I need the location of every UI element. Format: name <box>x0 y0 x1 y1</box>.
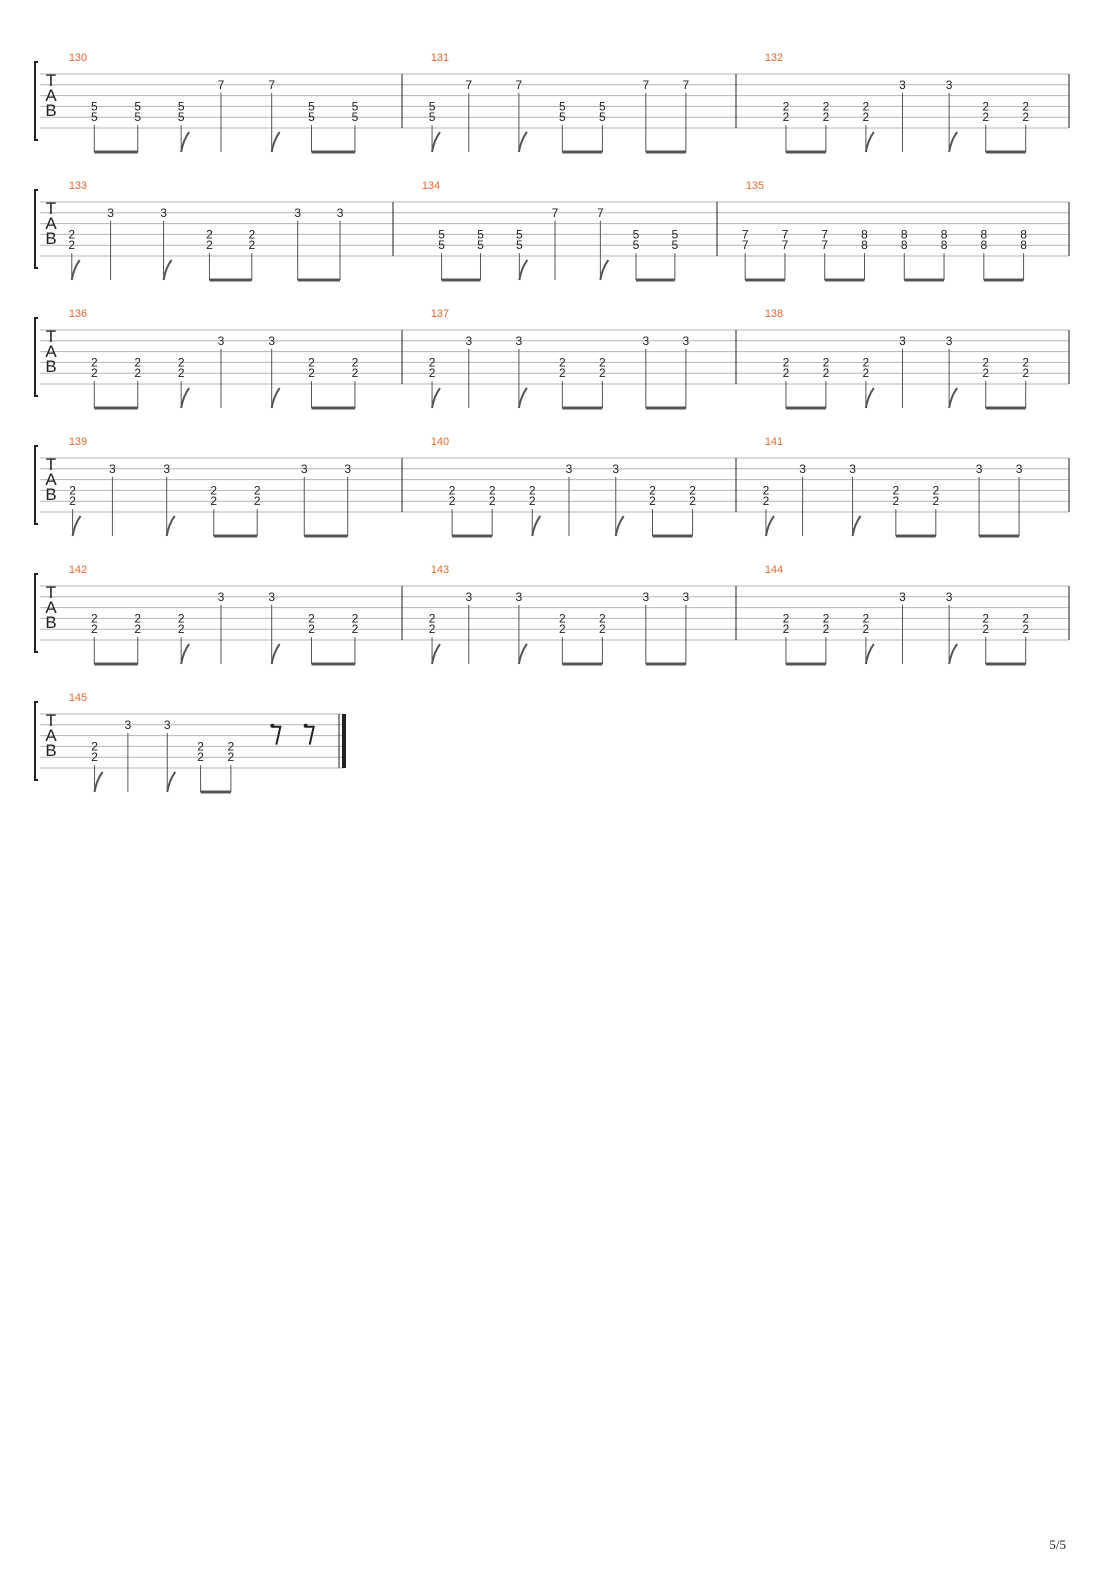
measure-number: 132 <box>764 52 784 64</box>
fret-number: 5 <box>308 99 315 114</box>
fret-number: 8 <box>861 238 868 253</box>
fret-number: 2 <box>822 611 830 626</box>
measure-number: 133 <box>68 180 88 192</box>
eighth-flag <box>432 132 440 152</box>
fret-number: 2 <box>782 355 790 370</box>
fret-number: 3 <box>109 461 116 476</box>
system-bracket <box>35 318 38 396</box>
measure-number: 139 <box>68 436 88 448</box>
fret-number: 2 <box>862 366 870 381</box>
page-number: 5/5 <box>1049 1537 1066 1552</box>
fret-number: 2 <box>351 611 359 626</box>
fret-number: 3 <box>612 461 620 476</box>
tab-clef-letter: A <box>45 342 57 361</box>
fret-number: 2 <box>782 611 790 626</box>
fret-number: 5 <box>632 238 640 253</box>
fret-number: 3 <box>1015 461 1023 476</box>
fret-number: 2 <box>448 494 456 509</box>
fret-number: 3 <box>642 589 650 604</box>
fret-number: 5 <box>671 238 679 253</box>
fret-number: 3 <box>300 461 308 476</box>
fret-number: 3 <box>163 717 171 732</box>
fret-number: 2 <box>253 483 261 498</box>
fret-number: 3 <box>799 461 806 476</box>
fret-number: 3 <box>465 589 473 604</box>
eighth-flag <box>766 516 774 536</box>
fret-number: 3 <box>217 333 225 348</box>
fret-number: 3 <box>344 461 352 476</box>
fret-number: 2 <box>822 622 830 637</box>
fret-number: 7 <box>642 77 650 92</box>
fret-number: 5 <box>134 99 142 114</box>
fret-number: 5 <box>90 110 98 125</box>
fret-number: 2 <box>308 366 315 381</box>
fret-number: 2 <box>308 622 315 637</box>
system-bracket <box>35 446 38 524</box>
fret-number: 5 <box>558 110 566 125</box>
fret-number: 2 <box>351 366 359 381</box>
fret-number: 2 <box>90 355 98 370</box>
fret-number: 2 <box>862 99 870 114</box>
fret-number: 5 <box>477 227 484 242</box>
fret-number: 3 <box>899 333 906 348</box>
fret-number: 2 <box>782 622 790 637</box>
fret-number: 2 <box>822 110 830 125</box>
fret-number: 2 <box>599 622 606 637</box>
fret-number: 3 <box>899 589 906 604</box>
measure-number: 131 <box>430 52 450 64</box>
measure-number: 135 <box>745 180 765 192</box>
eighth-flag <box>181 388 189 408</box>
fret-number: 2 <box>248 238 256 253</box>
fret-number: 2 <box>892 494 900 509</box>
fret-number: 2 <box>528 494 536 509</box>
fret-number: 2 <box>862 110 870 125</box>
fret-number: 2 <box>982 611 990 626</box>
system-bracket <box>35 190 38 268</box>
fret-number: 3 <box>107 205 114 220</box>
fret-number: 8 <box>900 227 908 242</box>
fret-number: 5 <box>632 227 640 242</box>
fret-number: 3 <box>849 461 856 476</box>
fret-number: 2 <box>308 355 315 370</box>
fret-number: 2 <box>91 739 98 754</box>
fret-number: 2 <box>134 611 142 626</box>
fret-number: 2 <box>1022 611 1030 626</box>
fret-number: 7 <box>515 77 523 92</box>
fret-number: 2 <box>649 483 656 498</box>
eighth-flag <box>519 132 527 152</box>
measure-number: 130 <box>68 52 88 64</box>
fret-number: 2 <box>599 366 606 381</box>
eighth-flag <box>519 260 527 280</box>
fret-number: 2 <box>982 366 990 381</box>
fret-number: 2 <box>68 227 76 242</box>
final-barline-thick <box>342 714 346 768</box>
fret-number: 2 <box>308 611 315 626</box>
fret-number: 7 <box>821 238 829 253</box>
eighth-flag <box>866 644 874 664</box>
tab-clef-letter: A <box>45 86 57 105</box>
tab-clef-letter: A <box>45 726 57 745</box>
fret-number: 5 <box>438 238 445 253</box>
fret-number: 2 <box>862 622 870 637</box>
eighth-rest-dot <box>270 724 274 728</box>
eighth-flag <box>272 644 280 664</box>
fret-number: 5 <box>177 99 185 114</box>
measure-number: 144 <box>764 564 784 576</box>
fret-number: 2 <box>822 366 830 381</box>
tab-clef-letter: B <box>45 229 57 248</box>
fret-number: 2 <box>68 238 76 253</box>
fret-number: 2 <box>782 99 790 114</box>
tab-clef-letter: T <box>45 199 57 218</box>
fret-number: 2 <box>488 483 496 498</box>
fret-number: 2 <box>90 611 98 626</box>
fret-number: 2 <box>982 99 990 114</box>
fret-number: 8 <box>980 227 988 242</box>
fret-number: 7 <box>821 227 829 242</box>
fret-number: 3 <box>515 589 523 604</box>
fret-number: 3 <box>682 589 690 604</box>
tab-clef-letter: A <box>45 598 57 617</box>
fret-number: 5 <box>177 110 185 125</box>
fret-number: 2 <box>351 355 359 370</box>
fret-number: 5 <box>90 99 98 114</box>
eighth-flag <box>949 388 957 408</box>
fret-number: 2 <box>69 483 76 498</box>
fret-number: 7 <box>551 205 559 220</box>
eighth-flag <box>866 388 874 408</box>
fret-number: 8 <box>940 238 948 253</box>
fret-number: 5 <box>516 227 523 242</box>
fret-number: 5 <box>516 238 523 253</box>
measure-number: 142 <box>68 564 88 576</box>
measure-number: 143 <box>430 564 450 576</box>
fret-number: 2 <box>782 366 790 381</box>
fret-number: 5 <box>428 99 436 114</box>
fret-number: 5 <box>351 110 359 125</box>
fret-number: 7 <box>465 77 473 92</box>
eighth-flag <box>432 644 440 664</box>
fret-number: 5 <box>671 227 679 242</box>
fret-number: 2 <box>428 355 436 370</box>
measure-number: 141 <box>764 436 784 448</box>
tab-clef-letter: B <box>45 485 57 504</box>
eighth-rest-dot <box>304 724 308 728</box>
fret-number: 5 <box>351 99 359 114</box>
fret-number: 7 <box>682 77 690 92</box>
tab-clef-letter: A <box>45 214 57 233</box>
measure-number: 138 <box>764 308 784 320</box>
eighth-flag <box>95 772 103 792</box>
eighth-flag <box>272 132 280 152</box>
fret-number: 3 <box>163 461 171 476</box>
fret-number: 2 <box>558 366 566 381</box>
fret-number: 7 <box>268 77 276 92</box>
fret-number: 3 <box>268 333 276 348</box>
fret-number: 2 <box>892 483 900 498</box>
fret-number: 5 <box>599 110 606 125</box>
fret-number: 2 <box>599 355 606 370</box>
fret-number: 2 <box>227 739 235 754</box>
fret-number: 2 <box>649 494 656 509</box>
fret-number: 8 <box>980 238 988 253</box>
fret-number: 2 <box>762 483 770 498</box>
fret-number: 3 <box>642 333 650 348</box>
fret-number: 2 <box>210 483 218 498</box>
tab-clef-letter: B <box>45 101 57 120</box>
fret-number: 2 <box>558 611 566 626</box>
fret-number: 3 <box>565 461 573 476</box>
fret-number: 3 <box>682 333 690 348</box>
fret-number: 2 <box>982 622 990 637</box>
fret-number: 3 <box>515 333 523 348</box>
measure-number: 136 <box>68 308 88 320</box>
fret-number: 8 <box>1020 238 1027 253</box>
fret-number: 2 <box>862 611 870 626</box>
eighth-flag <box>72 260 80 280</box>
system-bracket <box>35 702 38 780</box>
fret-number: 3 <box>268 589 276 604</box>
fret-number: 8 <box>900 238 908 253</box>
eighth-flag <box>181 132 189 152</box>
fret-number: 2 <box>782 110 790 125</box>
fret-number: 2 <box>558 355 566 370</box>
fret-number: 2 <box>90 366 98 381</box>
fret-number: 2 <box>197 739 204 754</box>
fret-number: 2 <box>822 355 830 370</box>
fret-number: 5 <box>428 110 436 125</box>
fret-number: 2 <box>210 494 218 509</box>
fret-number: 2 <box>932 483 940 498</box>
fret-number: 3 <box>336 205 344 220</box>
fret-number: 2 <box>206 238 213 253</box>
eighth-flag <box>519 644 527 664</box>
fret-number: 2 <box>428 366 436 381</box>
fret-number: 2 <box>448 483 456 498</box>
fret-number: 2 <box>351 622 359 637</box>
fret-number: 2 <box>91 750 98 765</box>
fret-number: 2 <box>90 622 98 637</box>
tab-clef-letter: B <box>45 741 57 760</box>
fret-number: 3 <box>124 717 132 732</box>
fret-number: 3 <box>899 77 906 92</box>
fret-number: 7 <box>781 227 789 242</box>
fret-number: 2 <box>558 622 566 637</box>
fret-number: 8 <box>940 227 948 242</box>
tab-clef-letter: T <box>45 71 57 90</box>
fret-number: 2 <box>762 494 770 509</box>
fret-number: 2 <box>689 483 696 498</box>
eighth-flag <box>600 260 608 280</box>
eighth-flag <box>164 260 172 280</box>
fret-number: 7 <box>741 227 749 242</box>
fret-number: 5 <box>438 227 445 242</box>
fret-number: 2 <box>599 611 606 626</box>
fret-number: 3 <box>294 205 302 220</box>
fret-number: 2 <box>1022 622 1030 637</box>
fret-number: 2 <box>488 494 496 509</box>
measure-number: 134 <box>421 180 441 192</box>
eighth-flag <box>272 388 280 408</box>
measure-number: 137 <box>430 308 450 320</box>
fret-number: 2 <box>134 355 142 370</box>
fret-number: 2 <box>1022 99 1030 114</box>
fret-number: 2 <box>177 355 185 370</box>
eighth-flag <box>167 516 175 536</box>
eighth-flag <box>181 644 189 664</box>
fret-number: 3 <box>217 589 225 604</box>
fret-number: 3 <box>465 333 473 348</box>
fret-number: 2 <box>253 494 261 509</box>
fret-number: 2 <box>197 750 204 765</box>
system-bracket <box>35 62 38 140</box>
fret-number: 5 <box>558 99 566 114</box>
fret-number: 5 <box>308 110 315 125</box>
eighth-flag <box>73 516 81 536</box>
fret-number: 8 <box>861 227 868 242</box>
tab-clef-letter: B <box>45 357 57 376</box>
fret-number: 2 <box>177 622 185 637</box>
fret-number: 2 <box>134 366 142 381</box>
tab-clef-letter: B <box>45 613 57 632</box>
eighth-flag <box>853 516 861 536</box>
fret-number: 5 <box>599 99 606 114</box>
fret-number: 2 <box>248 227 256 242</box>
tab-clef-letter: T <box>45 711 57 730</box>
fret-number: 3 <box>945 333 953 348</box>
system-bracket <box>35 574 38 652</box>
fret-number: 2 <box>689 494 696 509</box>
fret-number: 2 <box>982 110 990 125</box>
fret-number: 2 <box>862 355 870 370</box>
fret-number: 2 <box>428 622 436 637</box>
fret-number: 7 <box>781 238 789 253</box>
eighth-flag <box>616 516 624 536</box>
tab-clef-letter: T <box>45 455 57 474</box>
fret-number: 2 <box>1022 110 1030 125</box>
fret-number: 3 <box>945 589 953 604</box>
fret-number: 7 <box>217 77 225 92</box>
fret-number: 2 <box>822 99 830 114</box>
eighth-flag <box>866 132 874 152</box>
fret-number: 2 <box>134 622 142 637</box>
fret-number: 3 <box>975 461 983 476</box>
fret-number: 2 <box>932 494 940 509</box>
fret-number: 5 <box>134 110 142 125</box>
fret-number: 2 <box>1022 366 1030 381</box>
fret-number: 2 <box>982 355 990 370</box>
fret-number: 5 <box>477 238 484 253</box>
eighth-flag <box>432 388 440 408</box>
fret-number: 2 <box>428 611 436 626</box>
fret-number: 2 <box>177 366 185 381</box>
measure-number: 145 <box>68 692 88 704</box>
fret-number: 2 <box>206 227 213 242</box>
eighth-flag <box>519 388 527 408</box>
fret-number: 8 <box>1020 227 1027 242</box>
eighth-flag <box>532 516 540 536</box>
eighth-flag <box>949 644 957 664</box>
fret-number: 2 <box>528 483 536 498</box>
fret-number: 2 <box>1022 355 1030 370</box>
fret-number: 2 <box>177 611 185 626</box>
fret-number: 2 <box>69 494 76 509</box>
eighth-flag <box>949 132 957 152</box>
fret-number: 3 <box>160 205 167 220</box>
measure-number: 140 <box>430 436 450 448</box>
fret-number: 3 <box>945 77 953 92</box>
eighth-flag <box>167 772 175 792</box>
tab-clef-letter: T <box>45 327 57 346</box>
tab-clef-letter: T <box>45 583 57 602</box>
fret-number: 2 <box>227 750 235 765</box>
tab-clef-letter: A <box>45 470 57 489</box>
fret-number: 7 <box>597 205 604 220</box>
fret-number: 7 <box>741 238 749 253</box>
